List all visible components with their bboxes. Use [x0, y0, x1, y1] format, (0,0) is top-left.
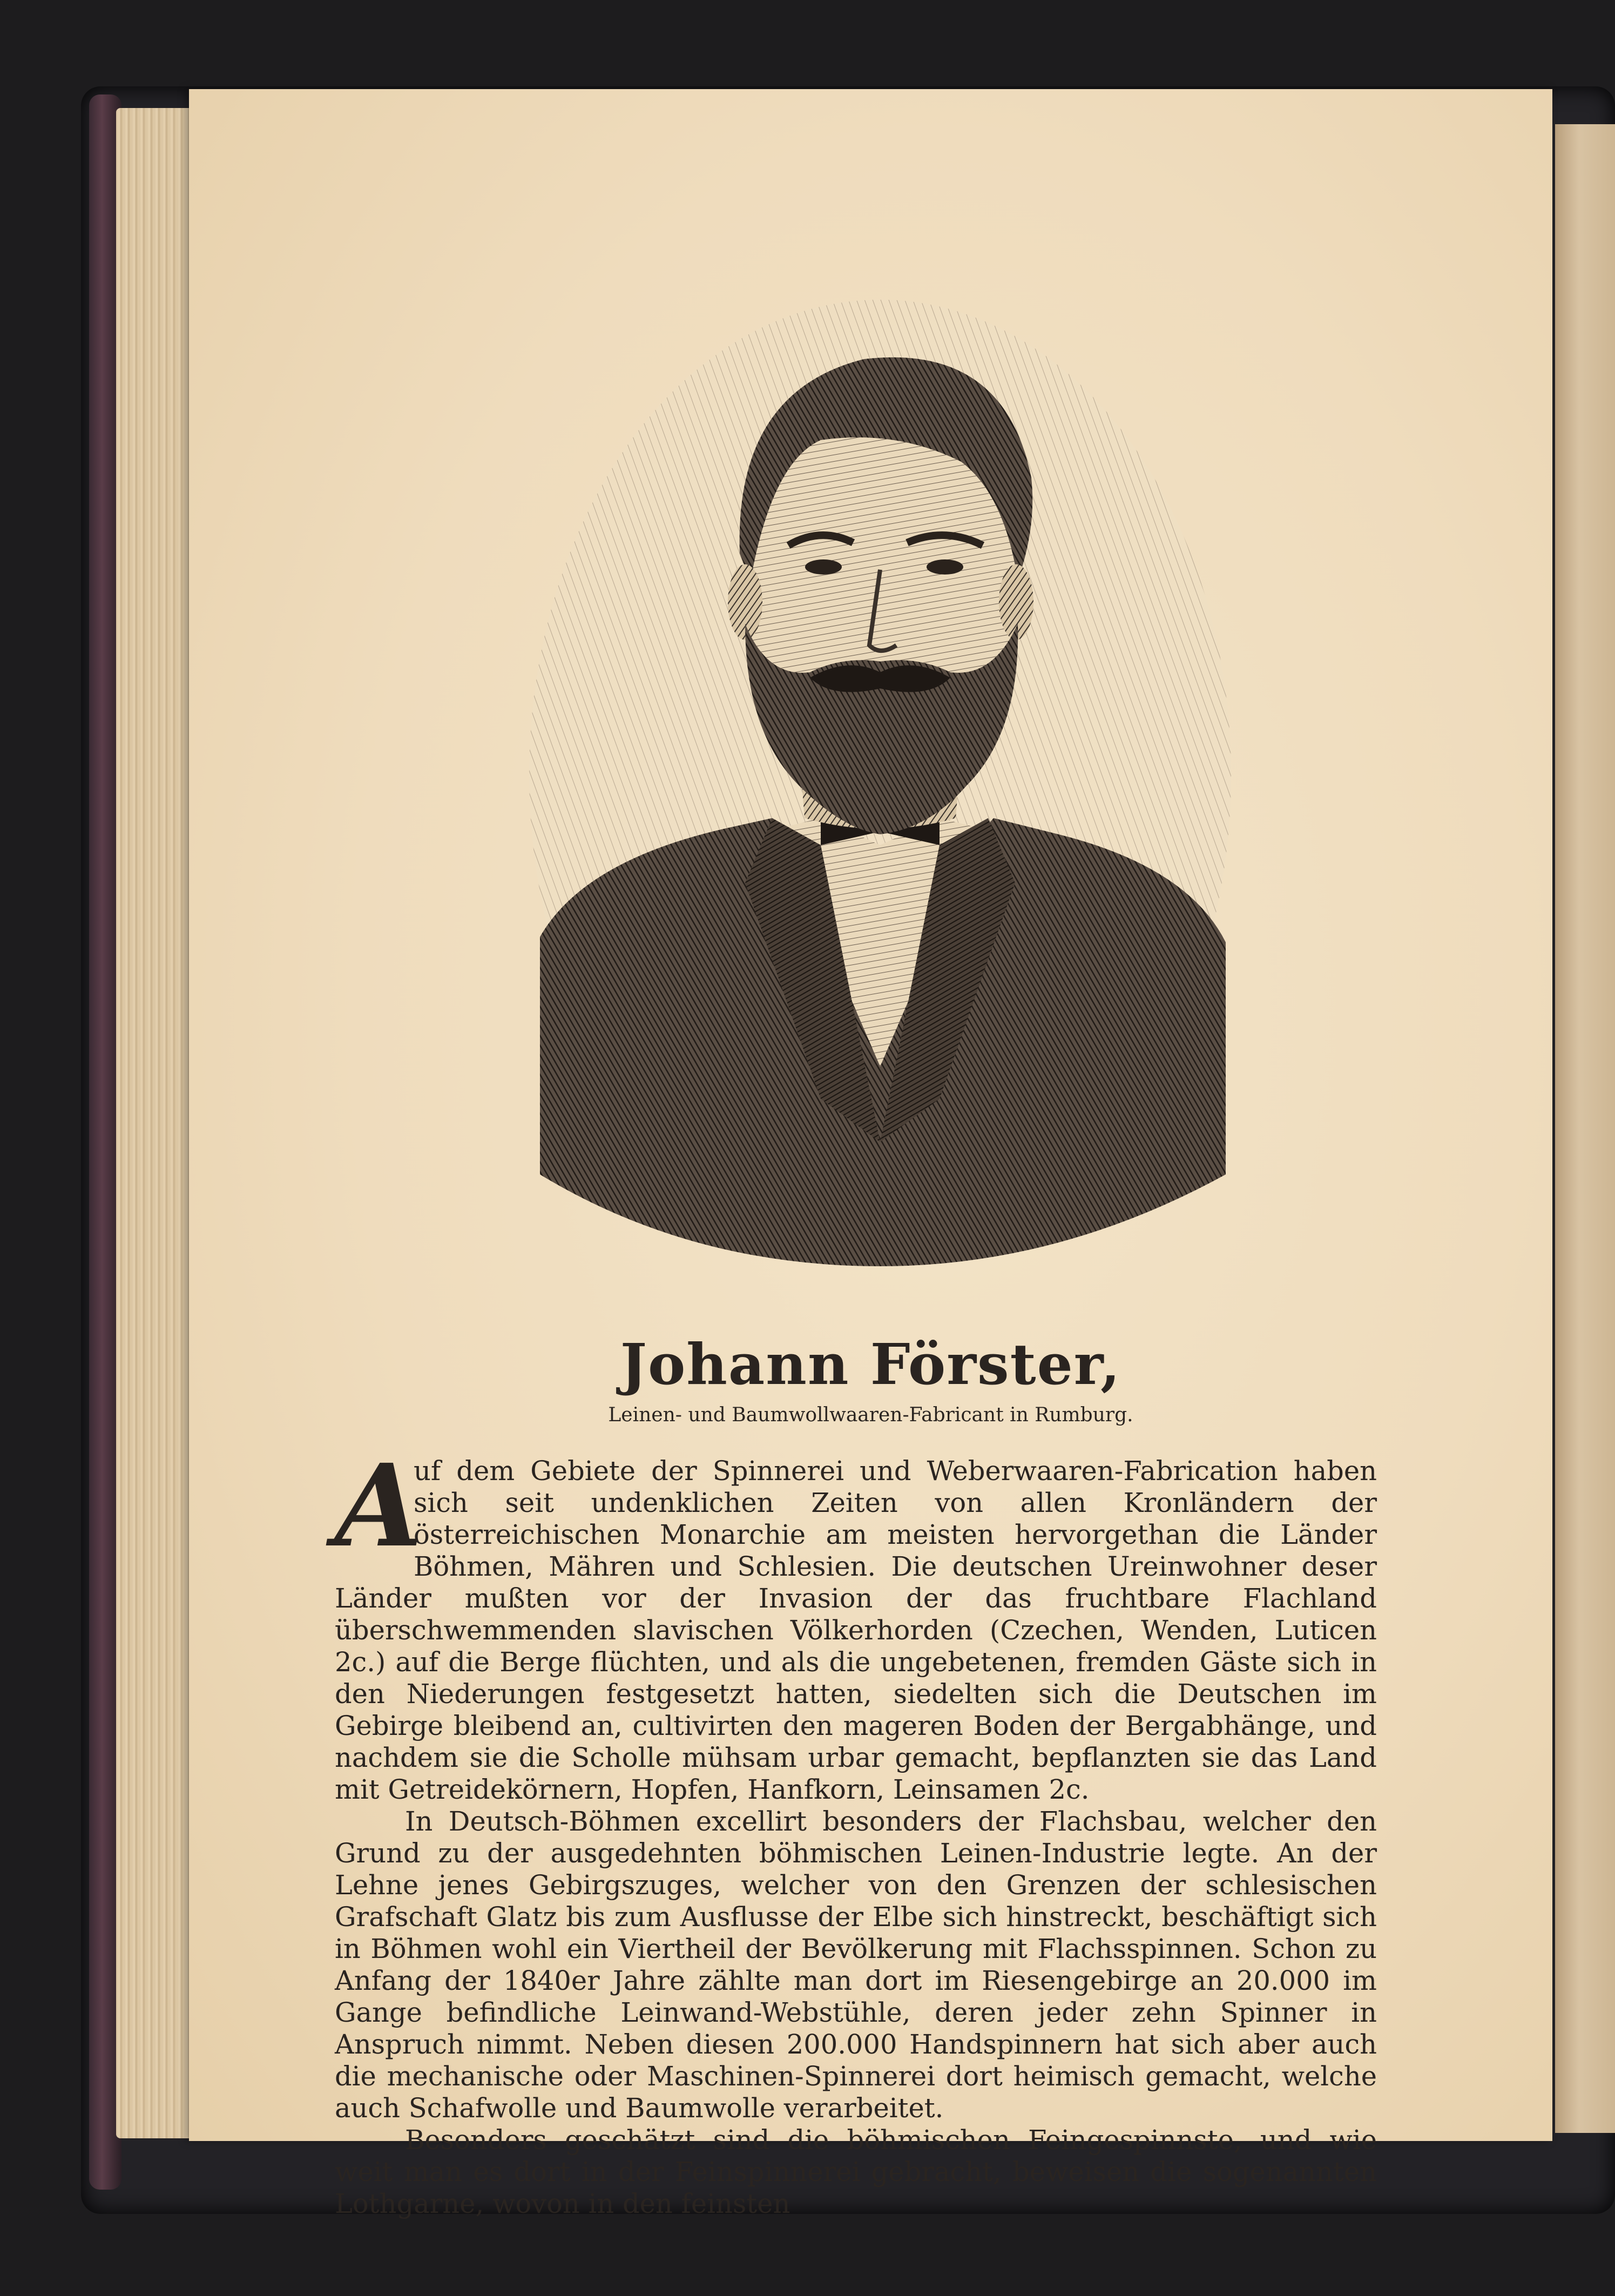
page-subtitle: Leinen- und Baumwollwaaren-Fabricant in Rumburg.	[608, 1404, 1133, 1426]
paragraph-1	[335, 1439, 1377, 1806]
facing-page-edge	[1555, 124, 1615, 2133]
page-title: Johann Förster,	[620, 1331, 1121, 1397]
paragraph-1-text: uf dem Gebiete der Spinnerei und Weberwaaren-Fabrication haben sich seit undenklichen Zeiten von allen Kronländern der österreichischen Monarchie am meisten hervorgethan die Länder Böhmen, Mähren und Schlesien. Die deutschen Ureinwohner deser Länder mußten vor der Invasion der das fruchtbare Flachland überschwemmenden slavischen Völkerhorden (Czechen, Wenden, Luticen 2c.) auf die Berge flüchten, und als die ungebetenen, fremden Gäste sich in den Niederungen festgesetzt hatten, siedelten sich die Deutschen im Gebirge bleibend an, cultivirten den mageren Boden der Bergabhänge, und nachdem sie die Scholle mühsam urbar gemacht, bepflanzten sie das Land mit Getreidekörnern, Hopfen, Hanfkorn, Leinsamen 2c.	[335, 1455, 1377, 1805]
drop-cap: A	[335, 1439, 423, 1572]
paragraph-2: In Deutsch-Böhmen excellirt besonders der Flachsbau, welcher den Grund zu der ausgedehnten böhmischen Leinen-Industrie legte. An der Lehne jenes Gebirgszuges, welcher von den Grenzen der schlesischen Grafschaft Glatz bis zum Ausflusse der Elbe sich hinstreckt, beschäftigt sich in Böhmen wohl ein Viertheil der Bevölkerung mit Flachsspinnen. Schon zu Anfang der 1840er Jahre zählte man dort im Riesengebirge an 20.000 im Gange befindliche Leinwand-Webstühle, deren jeder zehn Spinner in Anspruch nimmt. Neben diesen 200.000 Handspinnern hat sich aber auch die mechanische oder Maschinen-Spinnerei dort heimisch gemacht, welche auch Schafwolle und Baumwolle verarbeitet.	[335, 1806, 1377, 2124]
engraved-portrait	[518, 300, 1242, 1266]
article-body	[335, 1439, 1377, 2220]
paragraph-3: Besonders geschätzt sind die böhmischen Feingespinnste, und wie weit man es dort in der Feinspinnerei gebracht, beweisen die sogenannten Lothgarne, wovon in den feinsten	[335, 2124, 1377, 2219]
book-page	[189, 89, 1552, 2219]
